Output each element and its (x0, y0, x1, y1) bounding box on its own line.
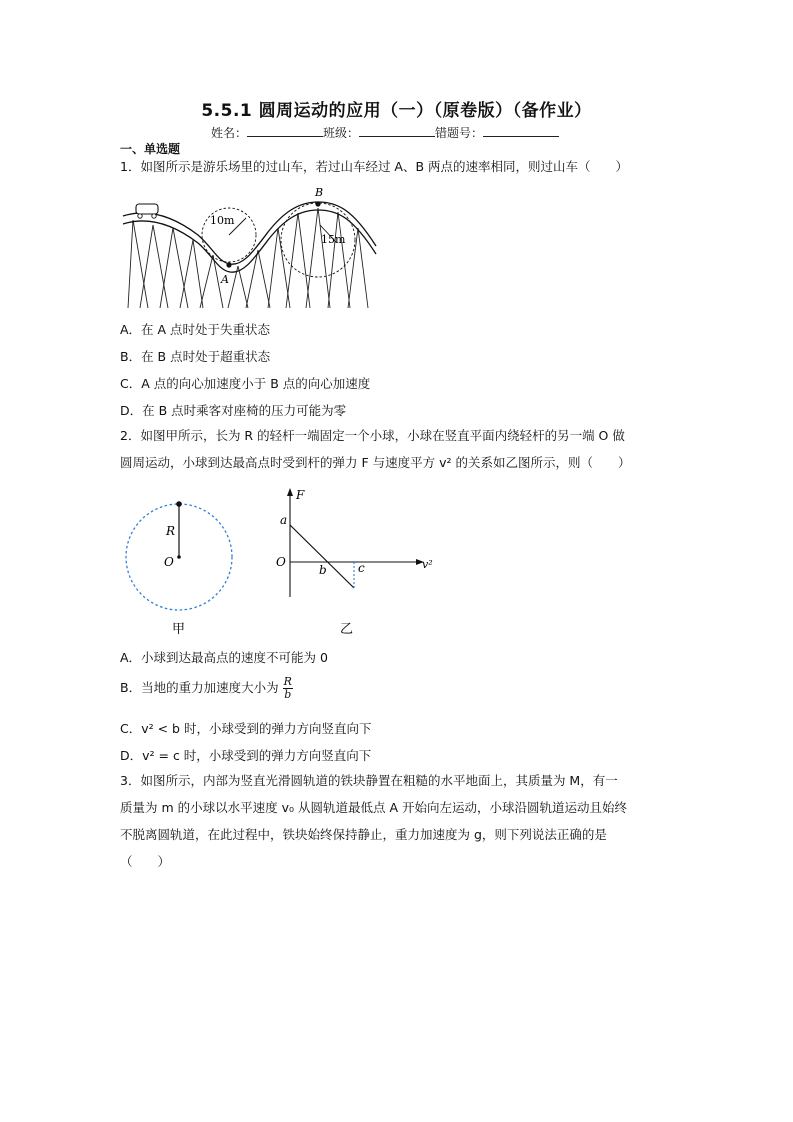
question-3-line1: 3．如图所示，内部为竖直光滑圆轨道的铁块静置在粗糙的水平地面上，其质量为 M，有一 (120, 773, 618, 788)
q1-option-d[interactable]: D．在 B 点时乘客对座椅的压力可能为零 (120, 403, 347, 418)
error-number-blank[interactable] (483, 124, 559, 137)
student-info-line (211, 124, 559, 141)
question-2-stem-line1: 2．如图甲所示，长为 R 的轻杆一端固定一个小球，小球在竖直平面内绕轻杆的另一端 O 做 (120, 428, 625, 443)
pivot-label: O (164, 555, 174, 569)
question-1-stem: 1．如图所示是游乐场里的过山车，若过山车经过 A、B 两点的速率相同，则过山车（ ） (120, 159, 629, 174)
fraction-numerator: R (283, 675, 292, 688)
point-a-label: A (221, 273, 229, 286)
support-struts (128, 208, 368, 308)
name-label: 姓名： (211, 126, 248, 140)
q2-option-b-text: B．当地的重力加速度大小为 (120, 680, 279, 695)
question-3-line4: （ ） (120, 854, 171, 869)
figure-caption-jia: 甲 (172, 622, 186, 637)
pivot-dot (177, 555, 181, 559)
error-number-label: 错题号： (435, 126, 484, 140)
figure-caption-yi: 乙 (340, 622, 354, 637)
question-3-line2: 质量为 m 的小球以水平速度 v₀ 从圆轨道最低点 A 开始向左运动，小球沿圆轨道运动且始终 (120, 800, 627, 815)
v2-axis-label: v² (422, 558, 433, 571)
q2-option-a[interactable]: A．小球到达最高点的速度不可能为 0 (120, 650, 328, 665)
f-axis-label: F (296, 488, 305, 502)
q1-option-a[interactable]: A．在 A 点时处于失重状态 (120, 322, 271, 337)
fraction-denominator: b (284, 688, 292, 701)
car-wheel-icon (152, 214, 156, 218)
figure-yi-graph (270, 485, 440, 640)
point-a-dot (226, 262, 231, 267)
figure-jia-circle (122, 495, 237, 640)
class-label: 班级： (323, 126, 360, 140)
name-blank[interactable] (247, 124, 323, 137)
gravity-fraction (283, 676, 293, 701)
question-3-line3: 不脱离圆轨道，在此过程中，铁块始终保持静止，重力加速度为 g，则下列说法正确的是 (120, 827, 607, 842)
coaster-car (136, 204, 158, 214)
f-axis-arrow (287, 488, 293, 496)
origin-label: O (276, 555, 286, 569)
point-b-label: B (315, 186, 324, 199)
radius-label-b: 15m (321, 233, 346, 246)
q1-option-c[interactable]: C．A 点的向心加速度小于 B 点的向心加速度 (120, 376, 371, 391)
point-b-dot (315, 201, 320, 206)
section-heading: 一、单选题 (120, 142, 181, 156)
q1-option-b[interactable]: B．在 B 点时处于超重状态 (120, 349, 271, 364)
q2-option-c[interactable]: C．v² < b 时，小球受到的弹力方向竖直向下 (120, 721, 372, 736)
page-title: 5.5.1 圆周运动的应用（一）（原卷版）（备作业） (201, 101, 592, 121)
radius-label-a: 10m (210, 214, 235, 227)
intercept-a-label: a (280, 513, 288, 527)
value-c-label: c (358, 561, 365, 575)
rod-length-label: R (166, 524, 176, 538)
car-wheel-icon (138, 214, 142, 218)
roller-coaster-figure (118, 180, 388, 310)
question-2-stem-line2: 圆周运动，小球到达最高点时受到杆的弹力 F 与速度平方 v² 的关系如乙图所示，则（ ） (120, 455, 631, 470)
f-v2-line (290, 525, 354, 588)
intercept-b-label: b (319, 563, 327, 577)
ball-dot (176, 501, 182, 507)
q2-option-b[interactable] (120, 676, 293, 701)
class-blank[interactable] (359, 124, 435, 137)
q2-option-d[interactable]: D．v² = c 时，小球受到的弹力方向竖直向下 (120, 748, 372, 763)
